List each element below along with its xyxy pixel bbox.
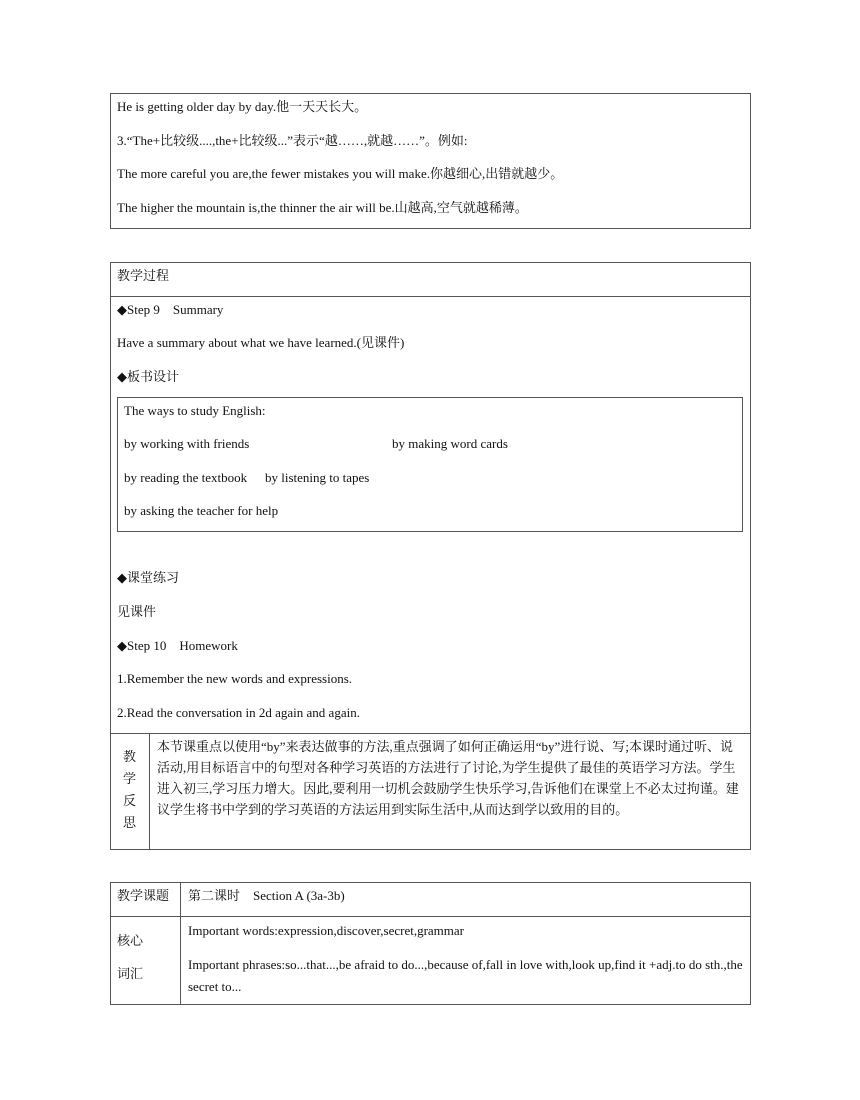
board-item-teacher: by asking the teacher for help: [124, 503, 279, 518]
important-phrases: Important phrases:so...that...,be afraid to do...,because of,fall in love with,look up,find it +adj.to do sth.,the secret to...: [188, 957, 743, 994]
board-item-friends: by working with friends: [124, 436, 250, 451]
topic-label: 教学课题: [117, 888, 170, 903]
homework-2: 2.Read the conversation in 2d again and again.: [117, 705, 360, 720]
summary-text: Have a summary about what we have learned.(见课件): [117, 335, 405, 350]
homework-1: 1.Remember the new words and expressions.: [117, 671, 353, 686]
reflection-label-char-2: 学: [122, 771, 136, 786]
process-header-divider: [110, 296, 751, 297]
reflection-column-divider: [149, 733, 150, 850]
example-mountain: The higher the mountain is,the thinner the air will be.山越高,空气就越稀薄。: [117, 200, 528, 215]
example-older: He is getting older day by day.他一天天长大。: [117, 99, 368, 114]
important-words: Important words:expression,discover,secret,grammar: [188, 923, 465, 938]
reflection-label-char-3: 反: [122, 793, 136, 808]
board-item-word-cards: by making word cards: [392, 436, 508, 451]
example-careful: The more careful you are,the fewer mistakes you will make.你越细心,出错就越少。: [117, 166, 564, 181]
rule-the-comparative: 3.“The+比较级....,the+比较级...”表示“越……,就越……”。例如:: [117, 133, 468, 148]
topic-value: 第二课时 Section A (3a-3b): [188, 888, 345, 903]
reflection-label-char-1: 教: [122, 749, 136, 764]
board-item-tapes: by listening to tapes: [265, 470, 370, 485]
lesson-column-divider: [180, 882, 181, 1005]
practice-title: ◆课堂练习: [117, 570, 179, 585]
reflection-label: [110, 746, 149, 834]
reflection-label-char-4: 思: [122, 815, 136, 830]
practice-text: 见课件: [117, 604, 157, 619]
step10-title: ◆Step 10 Homework: [117, 638, 238, 653]
process-header: 教学过程: [117, 268, 170, 283]
board-design-title: ◆板书设计: [117, 369, 179, 384]
reflection-text: 本节课重点以使用“by”来表达做事的方法,重点强调了如何正确运用“by”进行说、写;本课时通过听、说活动,用目标语言中的句型对各种学习英语的方法进行了讨论,为学生提供了最佳的英语学习方法。学生进入初三,学习压力增大。因此,要利用一切机会鼓励学生快乐学习,告诉他们在课堂上不必太过拘谨。建议学生将书中学到的学习英语的方法运用到实际生活中,从而达到学以致用的目的。: [157, 739, 739, 817]
reflection-divider: [110, 733, 751, 734]
core-label-2: 词汇: [117, 966, 144, 981]
lesson-row-divider: [110, 916, 751, 917]
board-item-textbook: by reading the textbook: [124, 470, 248, 485]
step9-title: ◆Step 9 Summary: [117, 302, 224, 317]
board-title: The ways to study English:: [124, 403, 266, 418]
core-label-1: 核心: [117, 933, 144, 948]
